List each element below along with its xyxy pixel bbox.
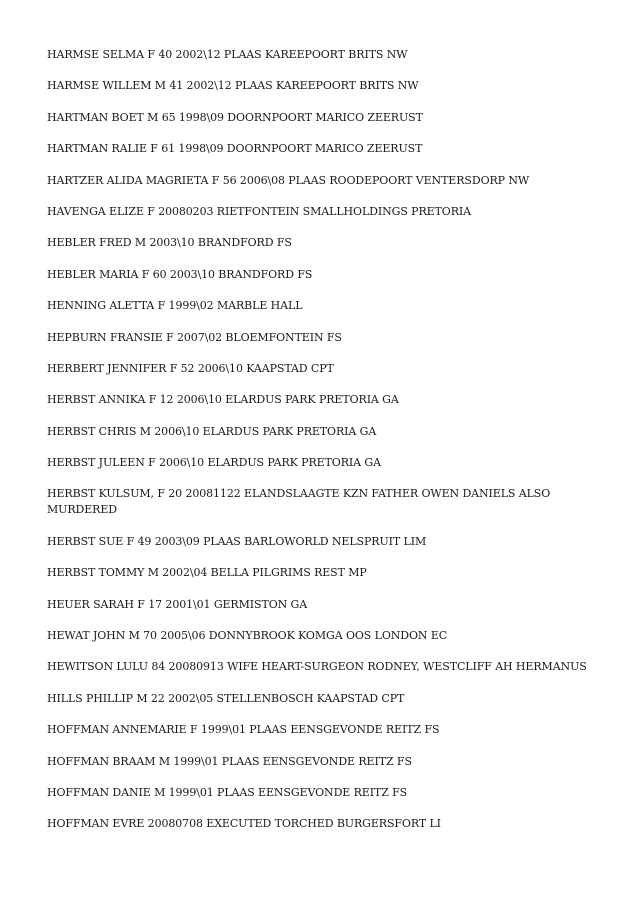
- list-item: HERBST TOMMY M 2002\04 BELLA PILGRIMS REST MP: [47, 566, 367, 580]
- list-item: HERBST JULEEN F 2006\10 ELARDUS PARK PRETORIA GA: [47, 456, 381, 470]
- list-item: HOFFMAN ANNEMARIE F 1999\01 PLAAS EENSGEVONDE REITZ FS: [47, 723, 440, 737]
- list-item: HARMSE WILLEM M 41 2002\12 PLAAS KAREEPOORT BRITS NW: [47, 79, 419, 93]
- list-item: HOFFMAN DANIE M 1999\01 PLAAS EENSGEVONDE REITZ FS: [47, 785, 408, 799]
- list-item: HEWAT JOHN M 70 2005\06 DONNYBROOK KOMGA OOS LONDON EC: [47, 629, 448, 643]
- list-item: HEBLER MARIA F 60 2003\10 BRANDFORD FS: [47, 267, 313, 281]
- list-item: HERBST KULSUM, F 20 20081122 ELANDSLAAGTE KZN FATHER OWEN DANIELS ALSO MURDERED: [47, 487, 551, 517]
- list-item: HAVENGA ELIZE F 20080203 RIETFONTEIN SMALLHOLDINGS PRETORIA: [47, 204, 471, 218]
- list-item: HERBERT JENNIFER F 52 2006\10 KAAPSTAD CPT: [47, 361, 334, 375]
- list-item: HOFFMAN BRAAM M 1999\01 PLAAS EENSGEVONDE REITZ FS: [47, 754, 412, 768]
- list-item: HEBLER FRED M 2003\10 BRANDFORD FS: [47, 236, 292, 250]
- list-item: HENNING ALETTA F 1999\02 MARBLE HALL: [47, 299, 303, 313]
- list-item: HOFFMAN EVRE 20080708 EXECUTED TORCHED BURGERSFORT LI: [47, 817, 441, 831]
- list-item: HARTZER ALIDA MAGRIETA F 56 2006\08 PLAAS ROODEPOORT VENTERSDORP NW: [47, 173, 530, 187]
- list-item: HERBST ANNIKA F 12 2006\10 ELARDUS PARK PRETORIA GA: [47, 393, 399, 407]
- list-item: HERBST SUE F 49 2003\09 PLAAS BARLOWORLD NELSPRUIT LIM: [47, 534, 427, 548]
- list-item: HEPBURN FRANSIE F 2007\02 BLOEMFONTEIN FS: [47, 330, 342, 344]
- list-item: HERBST CHRIS M 2006\10 ELARDUS PARK PRETORIA GA: [47, 424, 377, 438]
- list-item: HILLS PHILLIP M 22 2002\05 STELLENBOSCH KAAPSTAD CPT: [47, 691, 405, 705]
- list-item: HARTMAN RALIE F 61 1998\09 DOORNPOORT MARICO ZEERUST: [47, 142, 423, 156]
- entry-list: [47, 47, 607, 848]
- list-item: HARTMAN BOET M 65 1998\09 DOORNPOORT MARICO ZEERUST: [47, 110, 423, 124]
- list-item: HARMSE SELMA F 40 2002\12 PLAAS KAREEPOORT BRITS NW: [47, 48, 408, 61]
- list-item: HEWITSON LULU 84 20080913 WIFE HEART-SURGEON RODNEY, WESTCLIFF AH HERMANUS: [47, 660, 587, 674]
- list-item: HEUER SARAH F 17 2001\01 GERMISTON GA: [47, 597, 308, 611]
